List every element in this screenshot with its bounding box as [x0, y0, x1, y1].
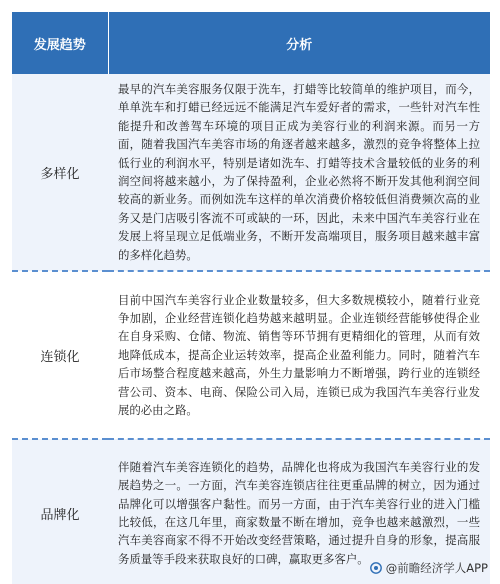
header-trend: 发展趋势: [12, 12, 108, 74]
header-analysis: 分析: [108, 12, 490, 74]
table-row: [12, 271, 490, 439]
table-body: [12, 74, 490, 584]
trend-analysis-table: [12, 12, 490, 584]
source-footer: [12, 558, 488, 578]
trend-label: 连锁化: [12, 271, 108, 439]
header-row: [12, 12, 490, 74]
eye-logo-icon: [370, 562, 382, 574]
trend-label: 品牌化: [12, 439, 108, 584]
trend-analysis-text: 目前中国汽车美容行业企业数量较多，但大多数规模较小，随着行业竞争加剧，企业经营连锁化趋势越来越明显。企业连锁经营能够使得企业在自身采购、仓储、物流、销售等环节拥有更精细化的管理，从而有效地降低成本，提高企业运转效率，提高企业盈利能力。同时，随着汽车后市场整合程度越来越高，外生力量影响力不断增强，跨行业的连锁经营公司、资本、电商、保险公司入局，连锁已成为我国汽车美容行业发展的必由之路。: [108, 271, 490, 439]
trend-label: 多样化: [12, 74, 108, 271]
source-text: @前瞻经济学人APP: [385, 561, 488, 575]
table-header: [12, 12, 490, 74]
table-row: [12, 74, 490, 271]
trend-analysis-text: 伴随着汽车美容连锁化的趋势，品牌化也将成为我国汽车美容行业的发展趋势之一。一方面，汽车美容连锁店往往更重品牌的树立，因为通过品牌化可以增强客户黏性。而另一方面，由于汽车美容行业的进入门槛比较低，在这几年里，商家数量不断在增加，竞争也越来越激烈，一些汽车美容商家不得不开始改变经营策略，通过提升自身的形象，提高服务质量等手段来获取良好的口碑，赢取更多客户。: [108, 439, 490, 584]
trend-analysis-text: 最早的汽车美容服务仅限于洗车，打蜡等比较简单的维护项目，而今，单单洗车和打蜡已经远远不能满足汽车爱好者的需求，一些针对汽车性能提升和改善驾车环境的项目正成为美容行业的利润来源。而另一方面，随着我国汽车美容市场的角逐者越来越多，激烈的竞争将整体上拉低行业的利润水平，特别是诸如洗车、打蜡等技术含量较低的业务的利润空间将越来越小，为了保持盈利，企业必然将不断开发其他利润空间较高的新业务。而例如洗车这样的单次消费价格较低但消费频次高的业务又是门店吸引客流不可或缺的一环，因此，未来中国汽车美容行业在发展上将呈现立足低端业务，不断开发高端项目，服务项目越来越丰富的多样化趋势。: [108, 74, 490, 271]
